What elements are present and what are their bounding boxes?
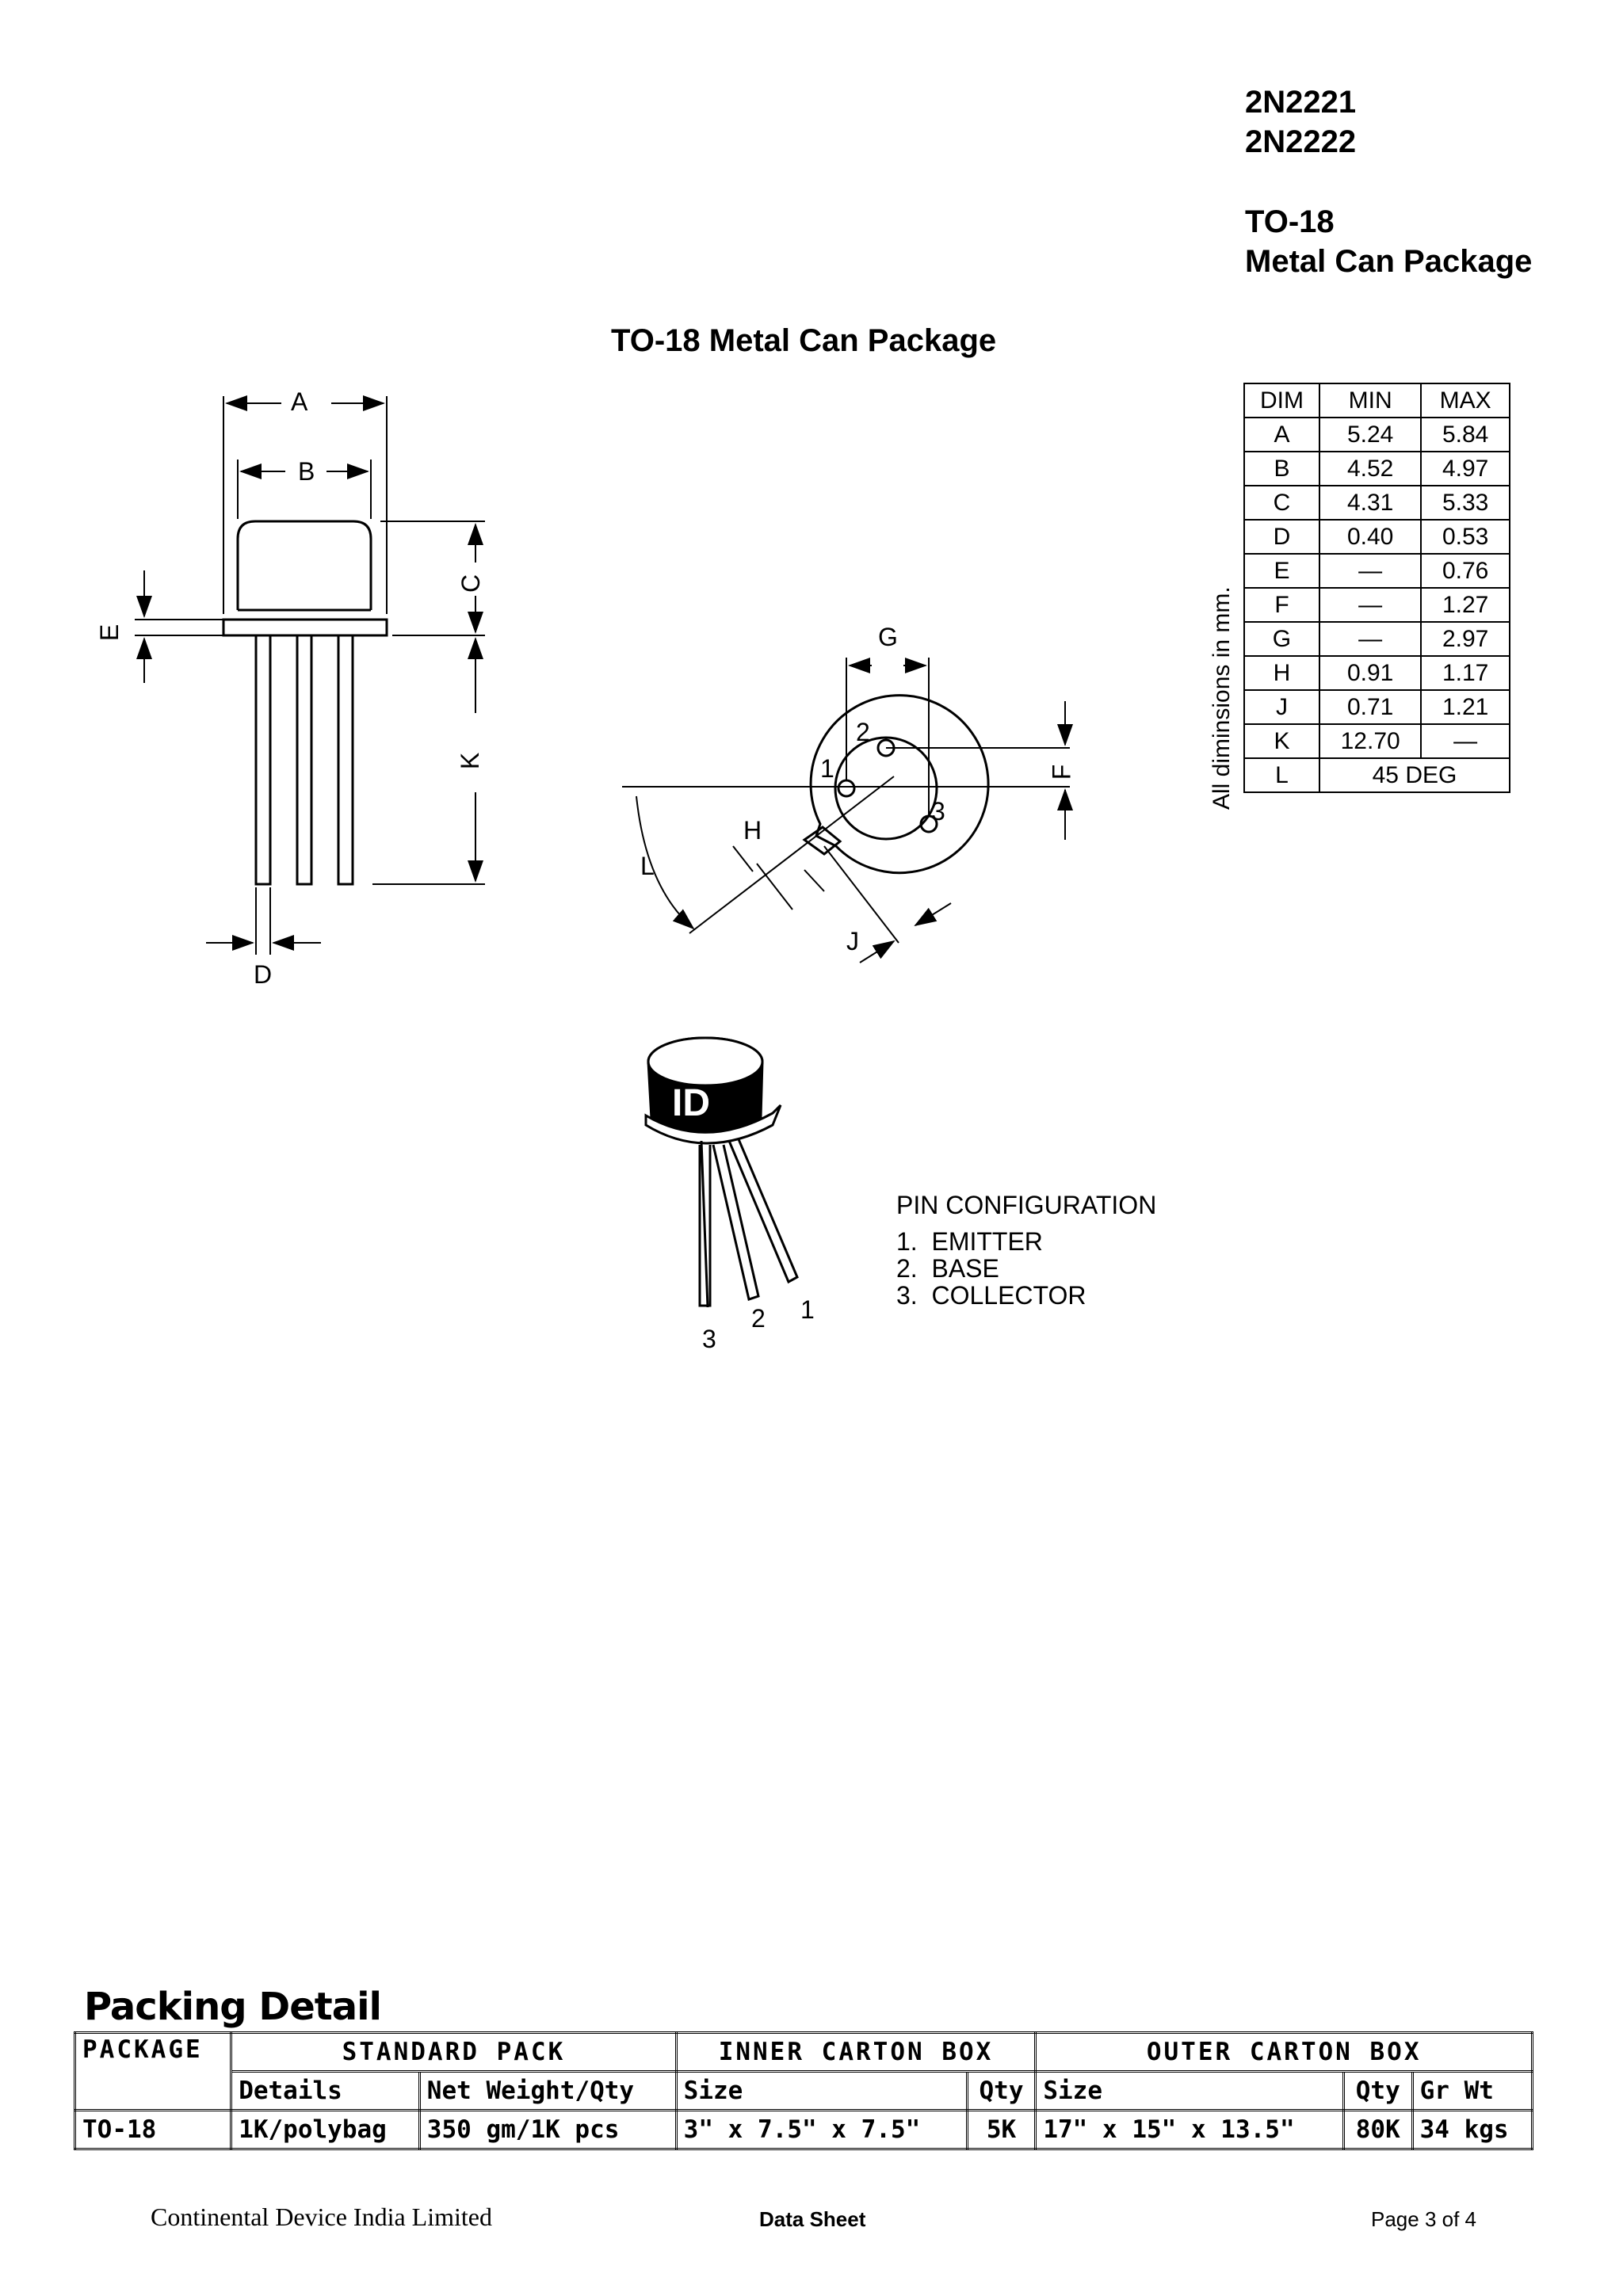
pin-item-emitter: 1. EMITTER [896,1227,1043,1256]
dim-cell: K [1244,724,1319,758]
packing-group-row [75,2033,1533,2072]
table-row [1244,588,1510,622]
table-row [1244,486,1510,520]
cell-outer-size: 17" x 15" x 13.5" [1036,2111,1344,2149]
cell-inner-size: 3" x 7.5" x 7.5" [676,2111,967,2149]
cell-net-weight: 350 gm/1K pcs [419,2111,676,2149]
pin-label-3: 3 [931,797,945,826]
label-E: E [95,624,124,642]
col-standard-pack: STANDARD PACK [231,2033,676,2072]
cell-details: 1K/polybag [231,2111,420,2149]
sub-outer-qty: Qty [1343,2072,1412,2111]
cell-gross-weight: 34 kgs [1412,2111,1532,2149]
max-cell: — [1421,724,1510,758]
min-cell: 4.31 [1319,486,1421,520]
min-cell: — [1319,622,1421,656]
table-row [1244,622,1510,656]
label-G: G [878,623,898,651]
package-description: Metal Can Package [1245,244,1533,279]
min-cell: — [1319,588,1421,622]
dim-cell: J [1244,690,1319,724]
pin-label-1: 1 [820,754,834,783]
max-cell: 0.53 [1421,520,1510,554]
col-max: MAX [1421,383,1510,418]
part-number-2: 2N2222 [1245,124,1357,159]
label-F: F [1047,764,1076,780]
pin-configuration-title: PIN CONFIGURATION [896,1191,1157,1219]
col-inner-carton: INNER CARTON BOX [676,2033,1036,2072]
dim-cell: G [1244,622,1319,656]
table-row [1244,520,1510,554]
cell-package: TO-18 [75,2111,231,2149]
lead-middle [297,635,311,884]
dim-cell: F [1244,588,1319,622]
sub-details: Details [231,2072,420,2111]
pin-label-2: 2 [856,718,870,746]
table-row [75,2111,1533,2149]
pin-configuration [896,1192,1156,1309]
photo-pin-label-2: 2 [751,1304,766,1333]
col-min: MIN [1319,383,1421,418]
table-row [1244,452,1510,486]
col-package: PACKAGE [75,2033,231,2111]
footer-company: Continental Device India Limited [151,2203,492,2231]
lead-right [338,635,353,884]
label-B: B [298,457,315,486]
dim-cell: A [1244,418,1319,452]
min-cell: 12.70 [1319,724,1421,758]
max-cell: 5.33 [1421,486,1510,520]
table-row [1244,724,1510,758]
packing-table [74,2031,1533,2150]
can-flange [223,620,387,635]
min-cell: 5.24 [1319,418,1421,452]
col-dim: DIM [1244,383,1319,418]
cell-outer-qty: 80K [1343,2111,1412,2149]
photo-pin-label-1: 1 [800,1295,815,1324]
cell-inner-qty: 5K [967,2111,1036,2149]
sub-inner-size: Size [676,2072,967,2111]
table-row [1244,554,1510,588]
max-cell: 0.76 [1421,554,1510,588]
sub-outer-size: Size [1036,2072,1344,2111]
label-H: H [743,816,762,845]
label-K: K [456,752,485,770]
pin-item-base: 2. BASE [896,1254,999,1283]
label-C: C [456,574,486,593]
dim-cell: L [1244,758,1319,792]
min-cell: 0.91 [1319,656,1421,690]
min-cell: — [1319,554,1421,588]
drawing-title: TO-18 Metal Can Package [611,323,997,358]
footer-doc-type: Data Sheet [759,2207,866,2231]
min-cell: 0.71 [1319,690,1421,724]
table-row [1244,758,1510,792]
bottom-view-outline [811,696,988,873]
table-row [1244,418,1510,452]
lead-left [256,635,270,884]
packing-subheader-row [75,2072,1533,2111]
packing-detail-title: Packing Detail [84,1985,381,2029]
svg-text:ID: ID [672,1082,710,1124]
package-name: TO-18 [1245,204,1335,239]
label-A: A [291,387,308,416]
pin-item-collector: 3. COLLECTOR [896,1281,1086,1310]
dim-cell: B [1244,452,1319,486]
dim-cell: C [1244,486,1319,520]
max-cell: 4.97 [1421,452,1510,486]
label-L: L [640,852,655,880]
max-cell: 1.21 [1421,690,1510,724]
dim-cell: D [1244,520,1319,554]
max-cell: 2.97 [1421,622,1510,656]
min-cell: 4.52 [1319,452,1421,486]
sub-net-weight: Net Weight/Qty [419,2072,676,2111]
angle-cell: 45 DEG [1319,758,1510,792]
label-D: D [254,960,273,989]
dim-cell: H [1244,656,1319,690]
dimensions-header-row [1244,383,1510,418]
photo-pin-label-3: 3 [702,1325,716,1353]
footer-page-number: Page 3 of 4 [1371,2207,1476,2231]
dim-cell: E [1244,554,1319,588]
sub-inner-qty: Qty [967,2072,1036,2111]
sub-gross-weight: Gr Wt [1412,2072,1532,2111]
table-row [1244,690,1510,724]
col-outer-carton: OUTER CARTON BOX [1036,2033,1533,2072]
table-row [1244,656,1510,690]
can-cap [238,521,371,610]
max-cell: 1.17 [1421,656,1510,690]
pin-hole-1 [838,780,854,796]
max-cell: 5.84 [1421,418,1510,452]
label-J: J [846,927,859,955]
part-number-1: 2N2221 [1245,85,1357,120]
max-cell: 1.27 [1421,588,1510,622]
dimensions-note: All diminsions in mm. [1209,586,1235,810]
dimensions-table [1243,383,1510,793]
min-cell: 0.40 [1319,520,1421,554]
